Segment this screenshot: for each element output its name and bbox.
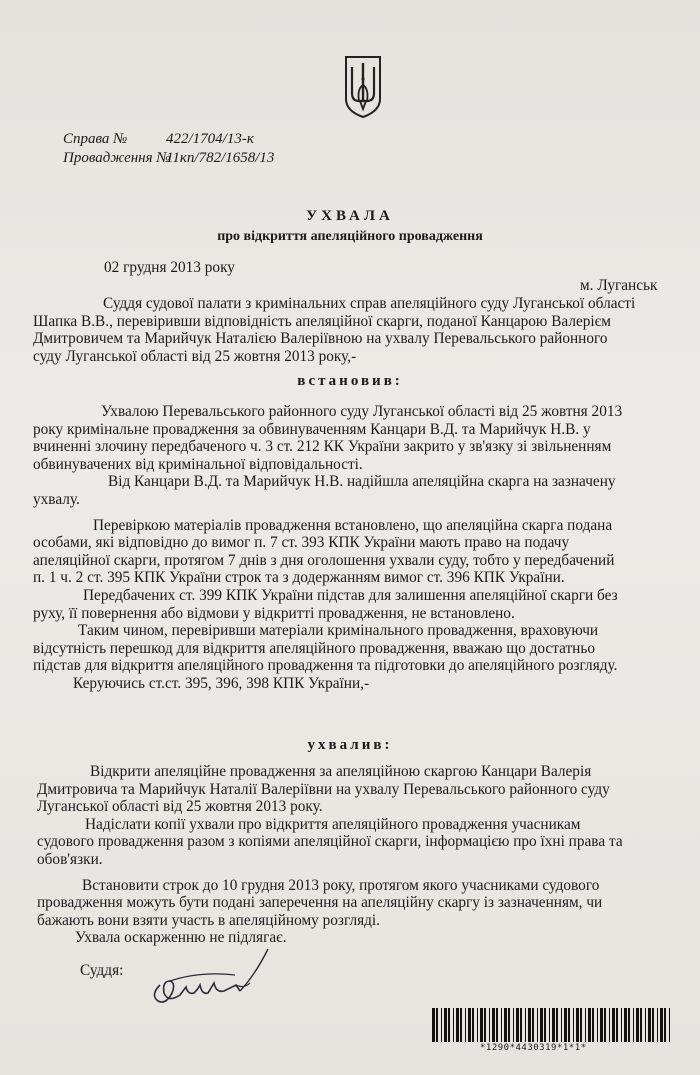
document-barcode [432, 1008, 672, 1042]
text-line: провадження можуть бути подані заперечення на апеляційну скаргу із зазначенням, чи [37, 894, 603, 912]
text-line: Передбачених ст. 399 КПК України підстав для залишення апеляційної скарги без [83, 586, 618, 604]
text-line: особами, які відповідно до вимог п. 7 ст. 393 КПК України мають право на подачу [33, 534, 570, 552]
proceeding-number: 11кп/782/1658/13 [166, 150, 275, 166]
paragraph [37, 929, 687, 947]
document-city: м. Луганськ [580, 277, 658, 294]
proceeding-label: Провадження № [63, 150, 171, 166]
paragraph [33, 675, 683, 693]
text-line: Перевіркою матеріалів провадження встановлено, що апеляційна скарга подана [93, 516, 613, 534]
text-line: Надіслати копії ухвали про відкриття апеляційного провадження учасникам [85, 815, 581, 833]
paragraph [37, 816, 687, 869]
text-line: Встановити строк до 10 грудня 2013 року, протягом якого учасниками судового [82, 876, 600, 894]
judge-signature [140, 945, 290, 1015]
case-label: Справа № [63, 131, 128, 147]
text-line: ухвалу. [33, 490, 80, 508]
text-line: руху, її повернення або відмови у відкритті провадження, не встановлено. [33, 604, 515, 622]
paragraph [37, 763, 687, 816]
document-date: 02 грудня 2013 року [104, 259, 235, 276]
text-line: Шапка В.В., перевіривши відповідність апеляційної скарги, поданої Канцарою Валерієм [33, 312, 611, 330]
coat-of-arms-trident-icon [343, 55, 383, 119]
established-section [33, 403, 683, 693]
case-number: 422/1704/13-к [166, 131, 254, 147]
text-line: суду Луганської області від 25 жовтня 2013 року,- [33, 347, 357, 365]
paragraph [33, 403, 683, 473]
text-line: апеляційної скарги, протягом 7 днів з дня оголошення ухвали суду, тобто у передбачений [33, 551, 615, 569]
text-line: бажають вони взяти участь в апеляційному розгляді. [37, 911, 380, 929]
proceeding-number-line [63, 150, 274, 167]
text-line: Дмитровичем та Марийчук Наталією Валеріївною на ухвалу Перевальського районного [33, 330, 608, 348]
text-line: Луганської області від 25 жовтня 2013 року. [37, 798, 323, 816]
text-line: Ухвалою Перевальського районного суду Луганської області від 25 жовтня 2013 [101, 403, 623, 420]
paragraph [33, 622, 683, 675]
paragraph [37, 877, 687, 930]
text-line: Дмитровича та Марийчук Наталії Валеріївни на ухвалу Перевальського районного суду [37, 780, 610, 798]
text-line: обов'язки. [37, 850, 103, 868]
document-title: УХВАЛА [306, 208, 394, 224]
text-line: вчиненні злочину передбаченого ч. 3 ст. 212 КК України закрито у зв'язку зі звільненням [33, 438, 612, 456]
paragraph [33, 587, 683, 622]
paragraph [33, 473, 683, 508]
text-line: судового провадження разом з копіями апеляційної скарги, інформацією про їхні права та [37, 833, 623, 851]
case-number-line [63, 131, 254, 148]
barcode-number: *1290*4430319*1*1* [480, 1043, 587, 1053]
text-line: Керуючись ст.ст. 395, 396, 398 КПК України,- [73, 674, 370, 692]
text-line: Ухвала оскарженню не підлягає. [75, 929, 287, 947]
text-line: Від Канцари В.Д. та Марийчук Н.В. надійшла апеляційна скарга на зазначену [108, 473, 616, 491]
text-line: обвинувачених від кримінальної відповідальності. [33, 455, 363, 473]
ruled-section [37, 763, 687, 947]
text-line: Таким чином, перевіривши матеріали кримінального провадження, враховуючи [78, 622, 599, 640]
text-line: Суддя судової палати з кримінальних справ апеляційного суду Луганської області [103, 295, 636, 312]
text-line: Відкрити апеляційне провадження за апеляційною скаргою Канцари Валерія [90, 763, 592, 780]
text-line: п. 1 ч. 2 ст. 395 КПК України строк та з додержанням вимог ст. 396 КПК України. [33, 569, 565, 587]
paragraph [33, 517, 683, 587]
intro-paragraph [33, 295, 683, 365]
text-line: підстав для відкриття апеляційного провадження та підготовки до апеляційного розгляду. [33, 657, 618, 675]
document-subtitle: про відкриття апеляційного провадження [217, 229, 483, 244]
judge-label: Суддя: [80, 962, 124, 979]
text-line: року кримінальне провадження за обвинуваченням Канцари В.Д. та Марийчук Н.В. у [33, 420, 591, 438]
ruled-heading: ухвалив: [307, 737, 393, 753]
established-heading: встановив: [297, 373, 403, 389]
text-line: відсутність перешкод для відкриття апеляційного провадження, вважаю що достатньо [33, 639, 595, 657]
